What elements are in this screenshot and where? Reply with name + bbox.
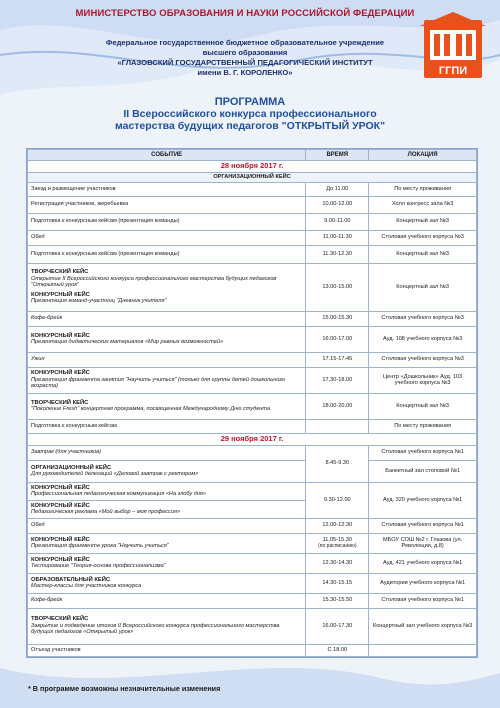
time-note: (по расписанию) [318, 543, 357, 550]
time-cell: 16.00-17.30 [306, 608, 369, 644]
event-cell [28, 460, 306, 482]
case-title: КОНКУРСНЫЙ КЕЙС [31, 291, 90, 298]
time-cell: 18.00-20.00 [306, 393, 369, 419]
case-description: Презентация дидактических материалов «Мир равных возможностей» [31, 339, 224, 346]
location-cell: Столовая учебного корпуса №3 [369, 352, 477, 367]
footnote: * В программе возможны незначительные изменения [28, 684, 221, 693]
time-cell: 15.00-15.30 [306, 311, 369, 326]
event-cell: Завтрак (для участников) [31, 449, 102, 456]
case-title: КОНКУРСНЫЙ КЕЙС [31, 536, 90, 543]
program-title-line2: II Всероссийского конкурса профессионального [123, 108, 377, 120]
time-cell [306, 533, 369, 553]
case-description: Для руководителей делегаций «Деловой завтрак с ректором» [31, 471, 199, 478]
location-cell: Концертный зал учебного корпуса №3 [369, 608, 477, 644]
location-cell: По месту проживания [369, 419, 477, 433]
table-row [28, 573, 477, 593]
case-description: "Поколение Fresh" концертная программа, посвященная Международному Дню студента [31, 406, 271, 413]
case-title: ТВОРЧЕСКИЙ КЕЙС [31, 616, 89, 623]
location-cell: Ауд. 421 учебного корпуса №1 [369, 553, 477, 573]
location-cell: Банкетный зал столовой №1 [369, 460, 477, 482]
day-1-date: 28 ноября 2017 г. [28, 161, 477, 173]
column-header-time: ВРЕМЯ [306, 150, 369, 161]
location-cell: Ауд. 320 учебного корпуса №1 [369, 482, 477, 518]
table-row [28, 419, 477, 433]
event-cell: Заезд и размещение участников [28, 182, 306, 196]
time-cell: 9.30-12.00 [306, 482, 369, 518]
event-cell [28, 573, 306, 593]
case-title: КОНКУРСНЫЙ КЕЙС [31, 370, 90, 377]
time-value: 11.05-15.30 [322, 536, 353, 543]
table-row [28, 593, 477, 608]
location-cell: По месту проживания [369, 182, 477, 196]
event-cell: Кофе-брейк [31, 315, 63, 322]
location-cell: МБОУ СОШ №2 г. Глазова (ул. Революции, д.8) [369, 533, 477, 553]
location-cell: Холл конгресс зала №3 [369, 196, 477, 213]
event-cell [28, 367, 306, 393]
location-cell: Столовая учебного корпуса №1 [369, 593, 477, 608]
event-cell: Обед [31, 522, 45, 529]
column-header-location: ЛОКАЦИЯ [369, 150, 477, 161]
event-cell: Отъезд участников [28, 644, 306, 656]
day-heading-row [28, 161, 477, 173]
case-description: Презентация фрагмента урока "Научить учиться" [31, 543, 169, 550]
table-header-row [28, 150, 477, 161]
location-cell: Концертный зал №3 [369, 263, 477, 311]
case-description: Презентация команд-участниц "Дневник учителя" [31, 298, 167, 305]
table-row [28, 644, 477, 656]
time-cell: 11.30-12.30 [306, 245, 369, 263]
table-row [28, 196, 477, 213]
time-cell: 15.30-15.50 [306, 593, 369, 608]
event-cell: Подготовка к конкурсным кейсам (презентация команды) [28, 245, 306, 263]
program-title [20, 96, 480, 132]
institution-line-4: имени В. Г. КОРОЛЕНКО» [197, 68, 293, 77]
time-cell: 16.00-17.00 [306, 326, 369, 352]
table-row [28, 311, 477, 326]
event-cell: Подготовка к конкурсным кейсам [28, 419, 306, 433]
table-row [28, 230, 477, 245]
time-cell: 8.45-9.30 [306, 445, 369, 482]
time-cell: С 18.00 [306, 644, 369, 656]
day-2-date: 29 ноября 2017 г. [28, 433, 477, 445]
event-cell [28, 263, 306, 311]
table-row [28, 393, 477, 419]
case-title: КОНКУРСНЫЙ КЕЙС [31, 556, 90, 563]
location-cell: Концертный зал №3 [369, 245, 477, 263]
case-description: Закрытие и подведение итогов II Всероссийского конкурса профессионального мастерства будущих педагогов «Открытый урок» [31, 622, 280, 636]
event-cell [28, 393, 306, 419]
program-title-line1: ПРОГРАММА [214, 96, 286, 108]
table-row [28, 182, 477, 196]
case-description: Мастер-классы для участников конкурса [31, 583, 142, 590]
time-cell: 11.00-11.30 [306, 230, 369, 245]
event-cell [28, 500, 306, 518]
table-row [28, 367, 477, 393]
case-title: КОНКУРСНЫЙ КЕЙС [31, 502, 90, 509]
table-row [28, 263, 477, 311]
table-row [28, 445, 477, 460]
table-row [28, 460, 477, 482]
event-cell: Кофе-брейк [31, 597, 63, 604]
time-cell: 17.15-17.45 [306, 352, 369, 367]
case-title: ОБРАЗОВАТЕЛЬНЫЙ КЕЙС [31, 576, 111, 583]
event-cell [28, 482, 306, 500]
case-description: Презентация фрагмента занятия "Научить учиться" (только для группы детей дошкольного возраста) [31, 376, 286, 390]
time-cell [306, 419, 369, 433]
case-description: Педагогическая реклама «Мой выбор – моя профессия» [31, 509, 181, 516]
time-cell: 10.00-12.00 [306, 196, 369, 213]
event-cell [28, 608, 306, 644]
section-row [28, 173, 477, 183]
table-row [28, 518, 477, 533]
time-cell: 9.00-11.00 [306, 213, 369, 230]
location-cell: Концертный зал №3 [369, 213, 477, 230]
event-cell [28, 553, 306, 573]
time-cell: 13.00-15.00 [306, 263, 369, 311]
case-title: ТВОРЧЕСКИЙ КЕЙС [31, 269, 89, 276]
location-cell: Столовая учебного корпуса №3 [369, 230, 477, 245]
institution-line-2: высшего образования [202, 48, 288, 57]
location-cell: Столовая учебного корпуса №1 [369, 445, 477, 460]
location-cell: Ауд. 108 учебного корпуса №3 [369, 326, 477, 352]
case-title: КОНКУРСНЫЙ КЕЙС [31, 484, 90, 491]
table-row [28, 482, 477, 500]
day-1-section: ОРГАНИЗАЦИОННЫЙ КЕЙС [28, 173, 477, 183]
location-cell [369, 644, 477, 656]
table-row [28, 608, 477, 644]
institute-logo [420, 12, 486, 82]
case-description: Открытие II Всероссийского конкурса профессионального мастерства будущих педагогов "Открытый урок" [31, 275, 277, 289]
location-cell: Аудитории учебного корпуса №1 [369, 573, 477, 593]
event-cell: Ужин [31, 356, 45, 363]
table-row [28, 213, 477, 230]
location-cell: Концертный зал №3 [369, 393, 477, 419]
ministry-title: МИНИСТЕРСТВО ОБРАЗОВАНИЯ И НАУКИ РОССИЙСКОЙ ФЕДЕРАЦИИ [75, 8, 415, 19]
location-cell: Столовая учебного корпуса №3 [369, 311, 477, 326]
logo-text: ГГПИ [438, 65, 468, 77]
time-cell: 17.30-18.00 [306, 367, 369, 393]
case-title: ТВОРЧЕСКИЙ КЕЙС [31, 399, 89, 406]
time-cell: 12.00-12.30 [306, 518, 369, 533]
time-cell: До 11.00 [306, 182, 369, 196]
case-description: Тестирование "Теория-основа профессионализма" [31, 563, 166, 570]
case-title: КОНКУРСНЫЙ КЕЙС [31, 332, 90, 339]
institution-line-3: «ГЛАЗОВСКИЙ ГОСУДАРСТВЕННЫЙ ПЕДАГОГИЧЕСКИЙ ИНСТИТУТ [117, 58, 373, 67]
event-cell [28, 533, 306, 553]
event-cell: Подготовка к конкурсным кейсам (презентация команды) [28, 213, 306, 230]
time-cell: 14.30-15.15 [306, 573, 369, 593]
table-row [28, 326, 477, 352]
table-row [28, 533, 477, 553]
case-description: Профессиональная педагогическая коммуникация «На злобу дня» [31, 491, 207, 498]
institution-line-1: Федеральное государственное бюджетное образовательное учреждение [105, 38, 385, 47]
schedule-table [26, 148, 478, 658]
event-cell: Обед [31, 234, 45, 241]
event-cell [28, 326, 306, 352]
time-cell: 12.30-14.30 [306, 553, 369, 573]
location-cell: Центр «Дошкольник» Ауд. 103 учебного корпуса №3 [369, 367, 477, 393]
event-cell: Регистрация участников, жеребьевка [28, 196, 306, 213]
table-row [28, 245, 477, 263]
table-row [28, 553, 477, 573]
case-title: ОРГАНИЗАЦИОННЫЙ КЕЙС [31, 464, 112, 471]
day-heading-row [28, 433, 477, 445]
column-header-event: СОБЫТИЕ [28, 150, 306, 161]
program-title-line3: мастерства будущих педагогов "ОТКРЫТЫЙ УРОК" [114, 120, 386, 132]
table-row [28, 352, 477, 367]
location-cell: Столовая учебного корпуса №1 [369, 518, 477, 533]
